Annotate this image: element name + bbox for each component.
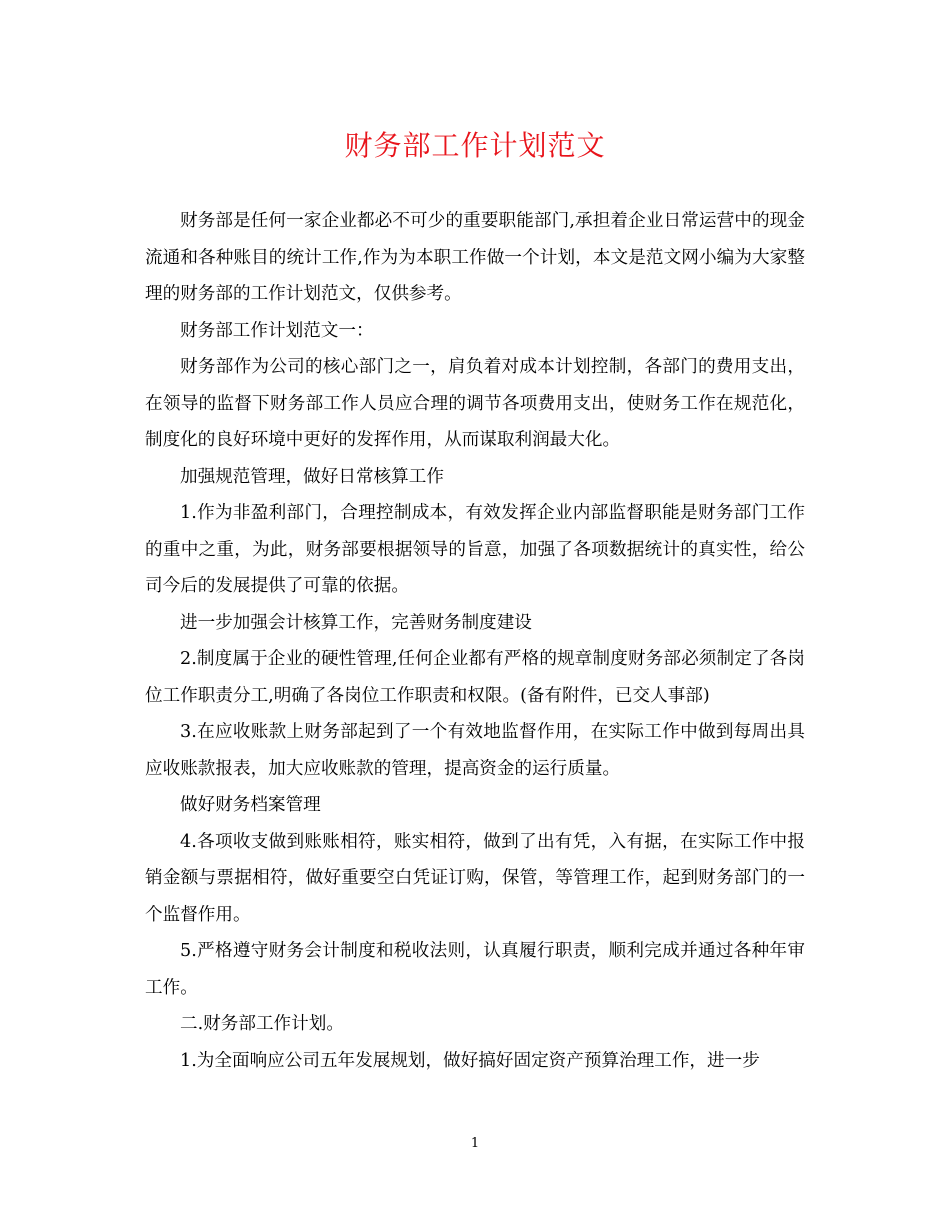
paragraph-intro: 财务部是任何一家企业都必不可少的重要职能部门,承担着企业日常运营中的现金流通和各种账目的统计工作,作为为本职工作做一个计划，本文是范文网小编为大家整理的财务部的工作计划范文，仅供参考。 [145, 211, 805, 304]
paragraph-item-3: 3.在应收账款上财务部起到了一个有效地监督作用，在实际工作中做到每周出具应收账款报表，加大应收账款的管理，提高资金的运行质量。 [145, 722, 805, 779]
section-heading-plan-one: 财务部工作计划范文一： [180, 320, 374, 341]
document-title: 财务部工作计划范文 [344, 129, 606, 162]
document-body [145, 203, 805, 1079]
page-number: 1 [470, 1136, 480, 1151]
paragraph-item-2: 2.制度属于企业的硬性管理,任何企业都有严格的规章制度财务部必须制定了各岗位工作职责分工,明确了各岗位工作职责和权限。(备有附件，已交人事部) [145, 649, 805, 706]
paragraph-plan-two-item-1: 1.为全面响应公司五年发展规划，做好搞好固定资产预算治理工作，进一步 [180, 1050, 760, 1071]
paragraph-core-department: 财务部作为公司的核心部门之一，肩负着对成本计划控制，各部门的费用支出，在领导的监督下财务部工作人员应合理的调节各项费用支出，使财务工作在规范化，制度化的良好环境中更好的发挥作用，从而谋取利润最大化。 [145, 357, 805, 450]
section-heading-archive: 做好财务档案管理 [180, 795, 321, 815]
section-heading-accounting: 进一步加强会计核算工作，完善财务制度建设 [180, 612, 532, 633]
paragraph-item-1: 1.作为非盈利部门，合理控制成本，有效发挥企业内部监督职能是财务部门工作的重中之重，为此，财务部要根据领导的旨意，加强了各项数据统计的真实性，给公司今后的发展提供了可靠的依据。 [145, 503, 805, 596]
section-heading-plan-two: 二.财务部工作计划。 [180, 1014, 344, 1034]
section-heading-standard-management: 加强规范管理，做好日常核算工作 [180, 466, 444, 487]
paragraph-item-5: 5.严格遵守财务会计制度和税收法则，认真履行职责，顺利完成并通过各种年审工作。 [145, 941, 805, 998]
paragraph-item-4: 4.各项收支做到账账相符，账实相符，做到了出有凭，入有据，在实际工作中报销金额与票据相符，做好重要空白凭证订购，保管，等管理工作，起到财务部门的一个监督作用。 [145, 831, 805, 925]
